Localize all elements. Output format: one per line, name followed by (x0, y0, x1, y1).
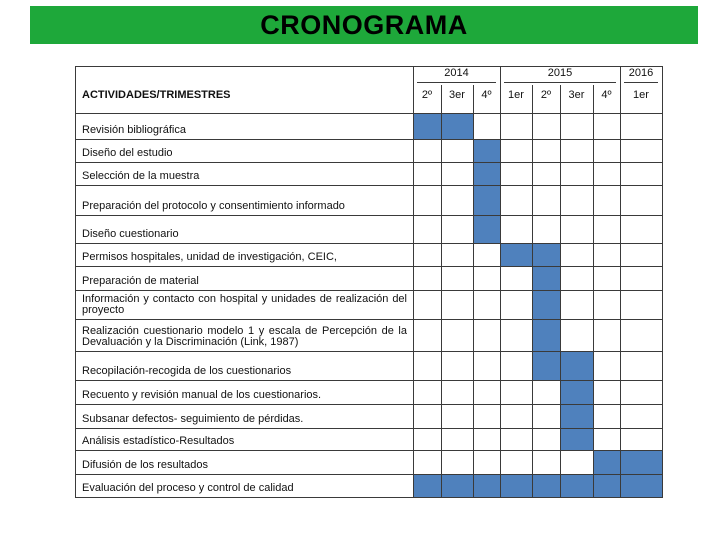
year-underline (624, 82, 658, 83)
activity-label (75, 290, 413, 316)
row-divider (75, 139, 662, 140)
activity-bar (500, 474, 532, 497)
column-divider (473, 85, 474, 497)
activity-bar (560, 404, 593, 428)
activity-label (75, 450, 413, 471)
activity-text: Preparación de material (82, 275, 199, 287)
activity-text: Difusión de los resultados (82, 459, 208, 471)
quarter-label: 2º (421, 89, 433, 101)
activity-text: Análisis estadístico-Resultados (82, 435, 235, 447)
row-divider (75, 428, 662, 429)
activity-bar (473, 215, 500, 243)
row-divider (75, 185, 662, 186)
activity-text: Evaluación del proceso y control de calidad (82, 482, 294, 494)
activity-label (75, 380, 413, 401)
activity-label (75, 243, 413, 263)
column-divider (500, 66, 501, 497)
table-border-right (662, 66, 663, 498)
year-label: 2015 (547, 67, 573, 79)
quarter-label: 3er (568, 89, 585, 101)
table-border-left (75, 66, 76, 497)
activity-label (75, 319, 413, 348)
quarter-label: 3er (449, 89, 465, 101)
activity-bar (560, 380, 593, 404)
activity-label (75, 139, 413, 159)
activity-bar (593, 474, 620, 497)
activity-text: Diseño cuestionario (82, 228, 179, 240)
header-separator (75, 113, 662, 114)
activity-bar (560, 428, 593, 450)
year-label: 2016 (628, 67, 654, 79)
activity-bar (593, 450, 620, 474)
row-divider (75, 215, 662, 216)
activity-text: Información y contacto con hospital y unidades de realización del proyecto (82, 293, 407, 316)
activity-label (75, 474, 413, 494)
activity-label (75, 215, 413, 240)
activity-bar (441, 113, 473, 139)
table-border-top (75, 66, 662, 67)
quarter-label: 1er (508, 89, 524, 101)
header-activities-label: ACTIVIDADES/TRIMESTRES (82, 89, 231, 101)
activity-text: Recopilación-recogida de los cuestionarios (82, 365, 292, 377)
column-divider (532, 85, 533, 497)
row-divider (75, 474, 662, 475)
activity-bar (560, 351, 593, 380)
activity-bar (473, 162, 500, 185)
year-underline (504, 82, 616, 83)
activity-text: Selección de la muestra (82, 170, 200, 182)
quarter-label: 4º (481, 89, 492, 101)
activity-label (75, 266, 413, 287)
column-divider (620, 66, 621, 497)
activity-text: Recuento y revisión manual de los cuestionarios. (82, 389, 322, 401)
activity-bar (473, 474, 500, 497)
activity-label (75, 351, 413, 377)
year-underline (417, 82, 496, 83)
activity-label (75, 113, 413, 136)
activity-text: Revisión bibliográfica (82, 124, 186, 136)
row-divider (75, 319, 662, 320)
column-divider (413, 66, 414, 497)
row-divider (75, 290, 662, 291)
title-bar (30, 6, 698, 44)
row-divider (75, 266, 662, 267)
activity-bar (500, 243, 532, 266)
quarter-label: 2º (540, 89, 552, 101)
activity-bar (413, 474, 441, 497)
activity-bar (473, 185, 500, 215)
activity-bar (532, 319, 560, 351)
quarter-label: 4º (601, 89, 612, 101)
activity-bar (441, 474, 473, 497)
activity-bar (620, 450, 662, 474)
row-divider (75, 404, 662, 405)
column-divider (593, 85, 594, 497)
activity-bar (620, 474, 662, 497)
activity-label (75, 428, 413, 447)
activity-bar (532, 474, 560, 497)
row-divider (75, 450, 662, 451)
table-border-bottom (75, 497, 663, 498)
activity-label (75, 404, 413, 425)
row-divider (75, 243, 662, 244)
activity-text: Preparación del protocolo y consentimiento informado (82, 200, 345, 212)
year-label: 2014 (444, 67, 469, 79)
activity-bar (413, 113, 441, 139)
activity-text: Subsanar defectos- seguimiento de pérdidas. (82, 413, 304, 425)
row-divider (75, 380, 662, 381)
quarter-label: 1er (633, 89, 649, 101)
activity-label (75, 162, 413, 182)
page-title: CRONOGRAMA (260, 10, 468, 40)
activity-text: Permisos hospitales, unidad de investigación, CEIC, (82, 251, 337, 263)
column-divider (441, 85, 442, 497)
row-divider (75, 351, 662, 352)
activity-bar (532, 290, 560, 319)
row-divider (75, 162, 662, 163)
activity-bar (532, 266, 560, 290)
activity-bar (473, 139, 500, 162)
activity-bar (532, 243, 560, 266)
activity-bar (532, 351, 560, 380)
activity-text: Realización cuestionario modelo 1 y escala de Percepción de la Devaluación y la Discriminación (Link, 1987) (82, 325, 407, 348)
column-divider (560, 85, 561, 497)
activity-text: Diseño del estudio (82, 147, 173, 159)
activity-bar (560, 474, 593, 497)
activity-label (75, 185, 413, 212)
